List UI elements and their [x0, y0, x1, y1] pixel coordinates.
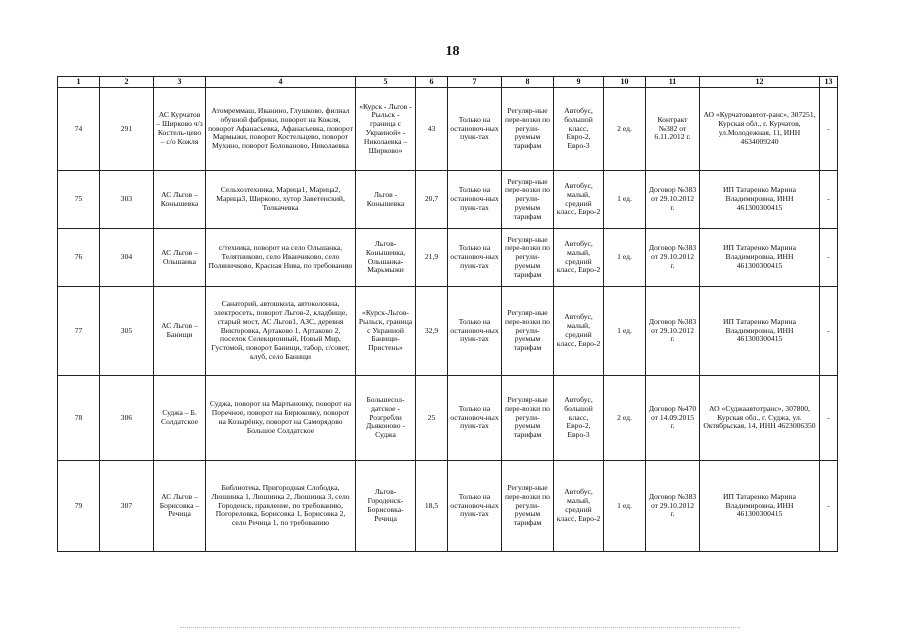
vehicle-class-cell: Автобус, большой класс, Евро-2, Евро-3	[554, 88, 604, 171]
carrier-cell: ИП Татаренко Марина Владимировна, ИНН 461300300415	[700, 171, 820, 229]
table-row	[58, 88, 838, 171]
vehicle-count-cell: 1 ед.	[604, 229, 646, 287]
column-header: 8	[502, 77, 554, 88]
transport-type-cell: Регуляр-ные пере-возки по регули-руемым тарифам	[502, 376, 554, 461]
row-number-cell: 74	[58, 88, 100, 171]
vehicle-count-cell: 2 ед.	[604, 88, 646, 171]
carrier-cell: АО «Суджаавтотранс», 307800, Курская обл., г. Суджа, ул. Октябрьская, 14, ИНН 4623006350	[700, 376, 820, 461]
carrier-cell: АО «Курчатовавтот-ранс», 307251, Курская обл., г. Курчатов, ул.Молодежная, 11, ИНН 4634009240	[700, 88, 820, 171]
route-name-cell: АС Курчатов – Ширково ч/з Костель-цево – с/о Кожля	[154, 88, 206, 171]
vehicle-count-cell: 2 ед.	[604, 376, 646, 461]
length-cell: 25	[416, 376, 448, 461]
vehicle-count-cell: 1 ед.	[604, 171, 646, 229]
length-cell: 18,5	[416, 461, 448, 552]
column-header: 9	[554, 77, 604, 88]
carrier-cell: ИП Татаренко Марина Владимировна, ИНН 461300300415	[700, 287, 820, 376]
route-number-cell: 305	[100, 287, 154, 376]
stops-cell: Библиотека, Пригородная Слободка, Люшинка 1, Люшинка 2, Люшинка 3, село Городенск, правление, по требованию, Погореловка, Борисовка 1, Борисовка 2, село Речица 1, по требованию	[206, 461, 356, 552]
contract-cell: Договор №470 от 14.09.2015 г.	[646, 376, 700, 461]
route-number-cell: 307	[100, 461, 154, 552]
column-header: 10	[604, 77, 646, 88]
row-number-cell: 76	[58, 229, 100, 287]
notes-cell: -	[820, 287, 838, 376]
stops-cell: с/техника, поворот на село Ольшанка, Телятниково, село Иванчиково, село Поляничково, Красная Нива, по требованию	[206, 229, 356, 287]
contract-cell: Договор №383 от 29.10.2012 г.	[646, 287, 700, 376]
stops-cell: Атомреммаш, Иванино, Глушково, филиал обувной фабрики, поворот на Кожля, поворот Афанасьевка, Афанасьевка, поворот Мармыжи, поворот Костельцево, поворот Мухино, поворот Болованово, Николаевка	[206, 88, 356, 171]
column-header: 4	[206, 77, 356, 88]
vehicle-class-cell: Автобус, большой класс, Евро-2, Евро-3	[554, 376, 604, 461]
roads-cell: Льгов-Конышевка, Ольшанка-Марьмыжи	[356, 229, 416, 287]
contract-cell: Контракт №382 от 6.11.2012 г.	[646, 88, 700, 171]
roads-cell: «Курск-Льгов-Рыльск, граница с Украиной Банищи-Пристень»	[356, 287, 416, 376]
boarding-cell: Только на остановоч-ных пунк-тах	[448, 171, 502, 229]
column-header: 7	[448, 77, 502, 88]
vehicle-class-cell: Автобус, малый, средний класс, Евро-2	[554, 229, 604, 287]
column-header: 13	[820, 77, 838, 88]
table-row	[58, 461, 838, 552]
notes-cell: -	[820, 461, 838, 552]
boarding-cell: Только на остановоч-ных пунк-тах	[448, 376, 502, 461]
contract-cell: Договор №383 от 29.10.2012 г.	[646, 171, 700, 229]
row-number-cell: 75	[58, 171, 100, 229]
boarding-cell: Только на остановоч-ных пунк-тах	[448, 88, 502, 171]
vehicle-class-cell: Автобус, малый, средний класс, Евро-2	[554, 171, 604, 229]
route-number-cell: 304	[100, 229, 154, 287]
route-number-cell: 303	[100, 171, 154, 229]
page-number: 18	[445, 44, 460, 59]
notes-cell: -	[820, 376, 838, 461]
transport-type-cell: Регуляр-ные пере-возки по регули-руемым тарифам	[502, 461, 554, 552]
roads-cell: Льгов - Конышевка	[356, 171, 416, 229]
vehicle-count-cell: 1 ед.	[604, 461, 646, 552]
transport-type-cell: Регуляр-ные пере-возки по регули-руемым тарифам	[502, 287, 554, 376]
length-cell: 20,7	[416, 171, 448, 229]
route-name-cell: АС Льгов – Ольшанка	[154, 229, 206, 287]
stops-cell: Санаторий, автошкола, автоколонна, электросеть, поворот Льгов-2, кладбище, старый мост, АС Льгов1, АЗС, деревня Викторовка, Артаково 1, Артаково 2, поселок Селекционный, Новый Мир, Густомой, поворот Банищи, табор, с/совет, клуб, село Банищи	[206, 287, 356, 376]
route-number-cell: 291	[100, 88, 154, 171]
table-row	[58, 229, 838, 287]
contract-cell: Договор №383 от 29.10.2012 г.	[646, 461, 700, 552]
stops-cell: Сельхозтехника, Марица1, Марица2, Марица3, Ширково, хутор Заветенский, Толкачевка	[206, 171, 356, 229]
table-row	[58, 287, 838, 376]
length-cell: 21,9	[416, 229, 448, 287]
route-name-cell: АС Льгов – Борисовка – Речица	[154, 461, 206, 552]
carrier-cell: ИП Татаренко Марина Владимировна, ИНН 461300300415	[700, 461, 820, 552]
notes-cell: -	[820, 171, 838, 229]
transport-type-cell: Регуляр-ные пере-возки по регули-руемым тарифам	[502, 171, 554, 229]
column-header: 2	[100, 77, 154, 88]
vehicle-count-cell: 1 ед.	[604, 287, 646, 376]
row-number-cell: 77	[58, 287, 100, 376]
boarding-cell: Только на остановоч-ных пунк-тах	[448, 287, 502, 376]
vehicle-class-cell: Автобус, малый, средний класс, Евро-2	[554, 287, 604, 376]
column-header: 6	[416, 77, 448, 88]
column-header: 3	[154, 77, 206, 88]
route-name-cell: АС Льгов – Конышевка	[154, 171, 206, 229]
notes-cell: -	[820, 229, 838, 287]
table-row	[58, 376, 838, 461]
transport-type-cell: Регуляр-ные пере-возки по регули-руемым тарифам	[502, 88, 554, 171]
table-header	[58, 77, 838, 88]
table-row	[58, 171, 838, 229]
route-name-cell: АС Льгов – Банищи	[154, 287, 206, 376]
boarding-cell: Только на остановоч-ных пунк-тах	[448, 229, 502, 287]
route-number-cell: 306	[100, 376, 154, 461]
length-cell: 32,9	[416, 287, 448, 376]
notes-cell: -	[820, 88, 838, 171]
row-number-cell: 78	[58, 376, 100, 461]
route-name-cell: Суджа – Б. Солдатское	[154, 376, 206, 461]
roads-cell: Льгов-Городенск-Борисовка-Речица	[356, 461, 416, 552]
length-cell: 43	[416, 88, 448, 171]
column-header: 11	[646, 77, 700, 88]
column-header: 5	[356, 77, 416, 88]
column-header: 1	[58, 77, 100, 88]
routes-table	[57, 76, 838, 552]
carrier-cell: ИП Татаренко Марина Владимировна, ИНН 461300300415	[700, 229, 820, 287]
scan-artifact-line	[180, 626, 740, 628]
stops-cell: Суджа, поворот на Мартыновку, поворот на Поречное, поворот на Бирюковку, поворот на Козырёнку, поворот на Саморядово Большое Солдатское	[206, 376, 356, 461]
column-header: 12	[700, 77, 820, 88]
transport-type-cell: Регуляр-ные пере-возки по регули-руемым тарифам	[502, 229, 554, 287]
roads-cell: Большесол-датское - Розгребли Дьяконово - Суджа	[356, 376, 416, 461]
vehicle-class-cell: Автобус, малый, средний класс, Евро-2	[554, 461, 604, 552]
row-number-cell: 79	[58, 461, 100, 552]
roads-cell: «Курск - Льгов - Рыльск - граница с Украиной» - Николаевка – Ширково»	[356, 88, 416, 171]
contract-cell: Договор №383 от 29.10.2012 г.	[646, 229, 700, 287]
boarding-cell: Только на остановоч-ных пунк-тах	[448, 461, 502, 552]
